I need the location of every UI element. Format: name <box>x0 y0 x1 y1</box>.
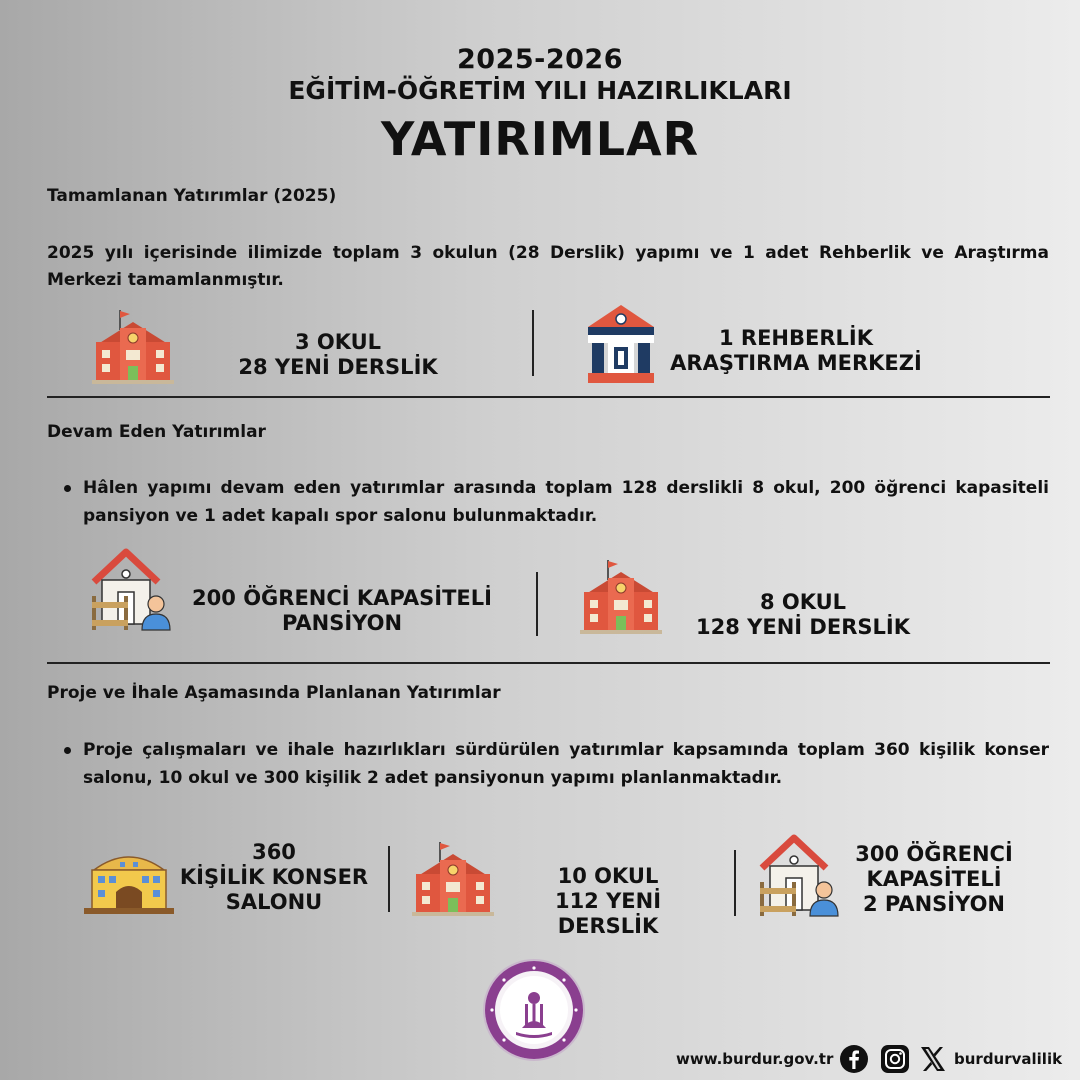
research-center-icon <box>586 305 656 383</box>
header-year: 2025-2026 <box>457 44 623 75</box>
website-link[interactable]: www.burdur.gov.tr <box>676 1050 834 1068</box>
instagram-icon[interactable] <box>880 1044 910 1074</box>
planned-item-concert-hall: 360 KİŞİLİK KONSER SALONU <box>179 840 369 914</box>
page-title: YATIRIMLAR <box>380 112 700 166</box>
school-icon <box>578 558 664 634</box>
social-handle[interactable]: burdurvalilik <box>954 1050 1063 1068</box>
planned-bullet: Proje çalışmaları ve ihale hazırlıkları sürdürülen yatırımlar kapsamında toplam 360 kişilik konser salonu, 10 okul ve 300 kişilik 2 adet pansiyonun yapımı planlanmaktadır. <box>64 736 1049 792</box>
school-icon <box>90 308 176 384</box>
divider-vertical <box>388 846 390 912</box>
school-icon <box>410 840 496 916</box>
planned-item-schools: 10 OKUL 112 YENİ DERSLİK <box>554 864 662 938</box>
concert-hall-icon <box>84 850 174 916</box>
section-divider <box>47 662 1050 664</box>
section-title-completed: Tamamlanan Yatırımlar (2025) <box>47 186 337 206</box>
ongoing-item-dormitory: 200 ÖĞRENCİ KAPASİTELİ PANSİYON <box>192 586 492 635</box>
completed-item-research: 1 REHBERLİK ARAŞTIRMA MERKEZİ <box>670 326 922 375</box>
header-subtitle: EĞİTİM-ÖĞRETİM YILI HAZIRLIKLARI <box>288 76 792 105</box>
governorship-seal-logo <box>482 958 586 1062</box>
dormitory-icon <box>90 546 174 632</box>
ongoing-item-schools: 8 OKUL 128 YENİ DERSLİK <box>696 590 910 639</box>
x-icon[interactable] <box>918 1044 948 1074</box>
section-title-planned: Proje ve İhale Aşamasında Planlanan Yatırımlar <box>47 683 501 703</box>
facebook-icon[interactable] <box>839 1044 869 1074</box>
divider-vertical <box>536 572 538 636</box>
planned-item-dormitory: 300 ÖĞRENCİ KAPASİTELİ 2 PANSİYON <box>855 842 1013 916</box>
completed-item-schools: 3 OKUL 28 YENİ DERSLİK <box>238 330 438 379</box>
divider-vertical <box>532 310 534 376</box>
section-divider <box>47 396 1050 398</box>
dormitory-icon <box>758 832 842 918</box>
divider-vertical <box>734 850 736 916</box>
completed-paragraph: 2025 yılı içerisinde ilimizde toplam 3 okulun (28 Derslik) yapımı ve 1 adet Rehberlik ve Araştırma Merkezi tamamlanmıştır. <box>47 243 1049 290</box>
ongoing-bullet: Hâlen yapımı devam eden yatırımlar arasında toplam 128 derslikli 8 okul, 200 öğrenci kapasiteli pansiyon ve 1 adet kapalı spor salonu bulunmaktadır. <box>64 474 1049 530</box>
section-title-ongoing: Devam Eden Yatırımlar <box>47 422 266 442</box>
